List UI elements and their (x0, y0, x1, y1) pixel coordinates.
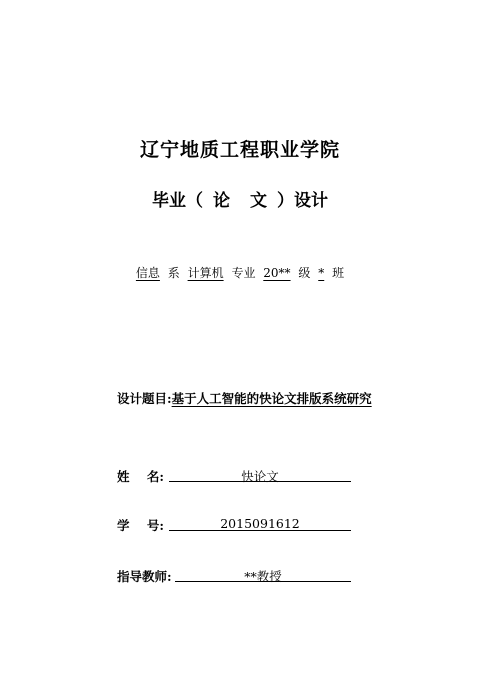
thesis-type-word1: 论 (213, 191, 230, 211)
major-suffix: 专业 (231, 266, 256, 280)
name-value: 快论文 (241, 469, 279, 484)
dept-value: 信息 (135, 266, 160, 280)
student-id-label: 学 号: (117, 518, 165, 533)
advisor-label: 指导教师: (117, 569, 172, 584)
thesis-type-title (0, 186, 480, 211)
name-label: 姓 名: (117, 469, 165, 484)
thesis-type-suffix: ）设计 (277, 191, 328, 211)
student-id-row (117, 516, 357, 538)
topic-label: 设计题目: (117, 391, 172, 406)
student-id-value: 2015091612 (220, 516, 300, 531)
class-suffix: 班 (332, 266, 345, 280)
name-row (117, 467, 357, 489)
grade-value: 20** (263, 266, 291, 280)
major-value: 计算机 (187, 266, 224, 280)
thesis-type-word2: 文 (250, 191, 267, 211)
class-value: * (318, 266, 325, 280)
advisor-row (117, 567, 357, 589)
department-line (0, 264, 480, 281)
advisor-value: **教授 (244, 569, 282, 584)
topic-value: 基于人工智能的快论文排版系统研究 (171, 391, 372, 406)
institution-title: 辽宁地质工程职业学院 (139, 139, 340, 161)
grade-suffix: 级 (298, 266, 311, 280)
topic-row (117, 389, 372, 407)
thesis-type-prefix: 毕业（ (152, 191, 203, 211)
dept-suffix: 系 (167, 266, 180, 280)
